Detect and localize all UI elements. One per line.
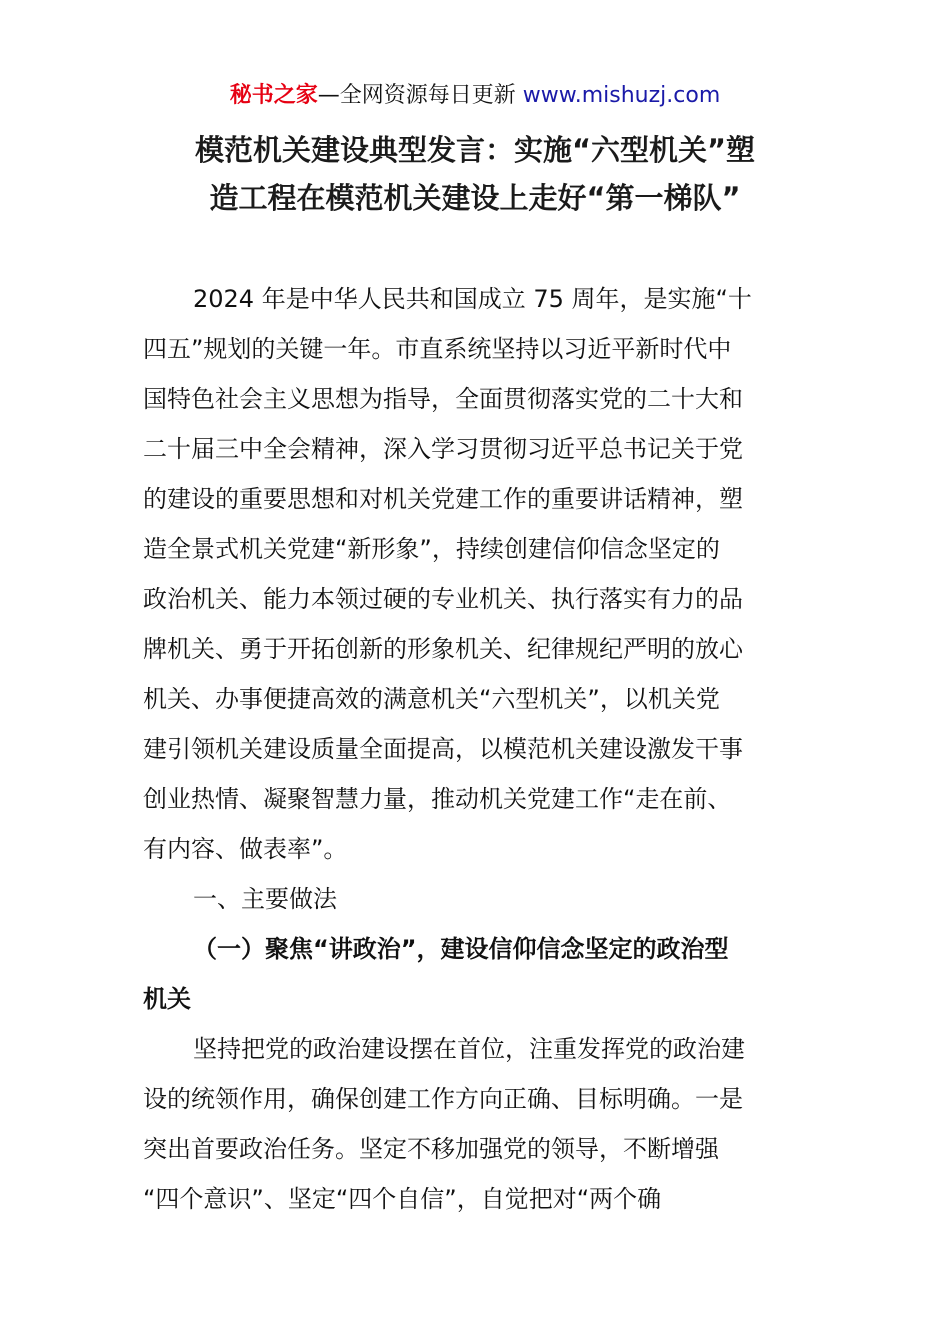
paragraph-line: 四五”规划的关键一年。市直系统坚持以习近平新时代中	[143, 335, 732, 363]
title-line-2: 造工程在模范机关建设上走好“第一梯队”	[209, 181, 741, 215]
document-body	[143, 274, 809, 1224]
header-tagline: —全网资源每日更新	[317, 83, 523, 108]
paragraph-line: 机关、办事便捷高效的满意机关“六型机关”，以机关党	[143, 685, 720, 713]
paragraph-line: 2024 年是中华人民共和国成立 75 周年，是实施“十	[193, 285, 752, 313]
title-line-1: 模范机关建设典型发言：实施“六型机关”塑	[194, 133, 756, 167]
site-url-link[interactable]: www.mishuzj.com	[522, 83, 721, 108]
paragraph-line: 创业热情、凝聚智慧力量，推动机关党建工作“走在前、	[143, 785, 732, 813]
section-heading: 一、主要做法	[193, 885, 337, 913]
paragraph-line: 二十届三中全会精神，深入学习贯彻习近平总书记关于党	[143, 435, 743, 463]
paragraph-line: 的建设的重要思想和对机关党建工作的重要讲话精神，塑	[143, 485, 743, 513]
paragraph-line: 国特色社会主义思想为指导，全面贯彻落实党的二十大和	[143, 385, 743, 413]
paragraph-line: 建引领机关建设质量全面提高，以模范机关建设激发干事	[143, 735, 743, 763]
page-header	[0, 80, 950, 112]
paragraph-line: 坚持把党的政治建设摆在首位，注重发挥党的政治建	[193, 1035, 745, 1063]
subsection-heading-line: （一）聚焦“讲政治”，建设信仰信念坚定的政治型	[193, 935, 729, 963]
paragraph-line: “四个意识”、坚定“四个自信”，自觉把对“两个确	[143, 1185, 662, 1213]
paragraph-line: 有内容、做表率”。	[143, 835, 348, 863]
paragraph-line: 政治机关、能力本领过硬的专业机关、执行落实有力的品	[143, 585, 743, 613]
paragraph-line: 设的统领作用，确保创建工作方向正确、目标明确。一是	[143, 1085, 743, 1113]
paragraph-line: 牌机关、勇于开拓创新的形象机关、纪律规纪严明的放心	[143, 635, 743, 663]
document-title	[0, 126, 950, 222]
brand-name: 秘书之家	[229, 83, 318, 108]
subsection-heading-line: 机关	[143, 985, 191, 1013]
paragraph-line: 突出首要政治任务。坚定不移加强党的领导，不断增强	[143, 1135, 719, 1163]
paragraph-line: 造全景式机关党建“新形象”，持续创建信仰信念坚定的	[143, 535, 720, 563]
